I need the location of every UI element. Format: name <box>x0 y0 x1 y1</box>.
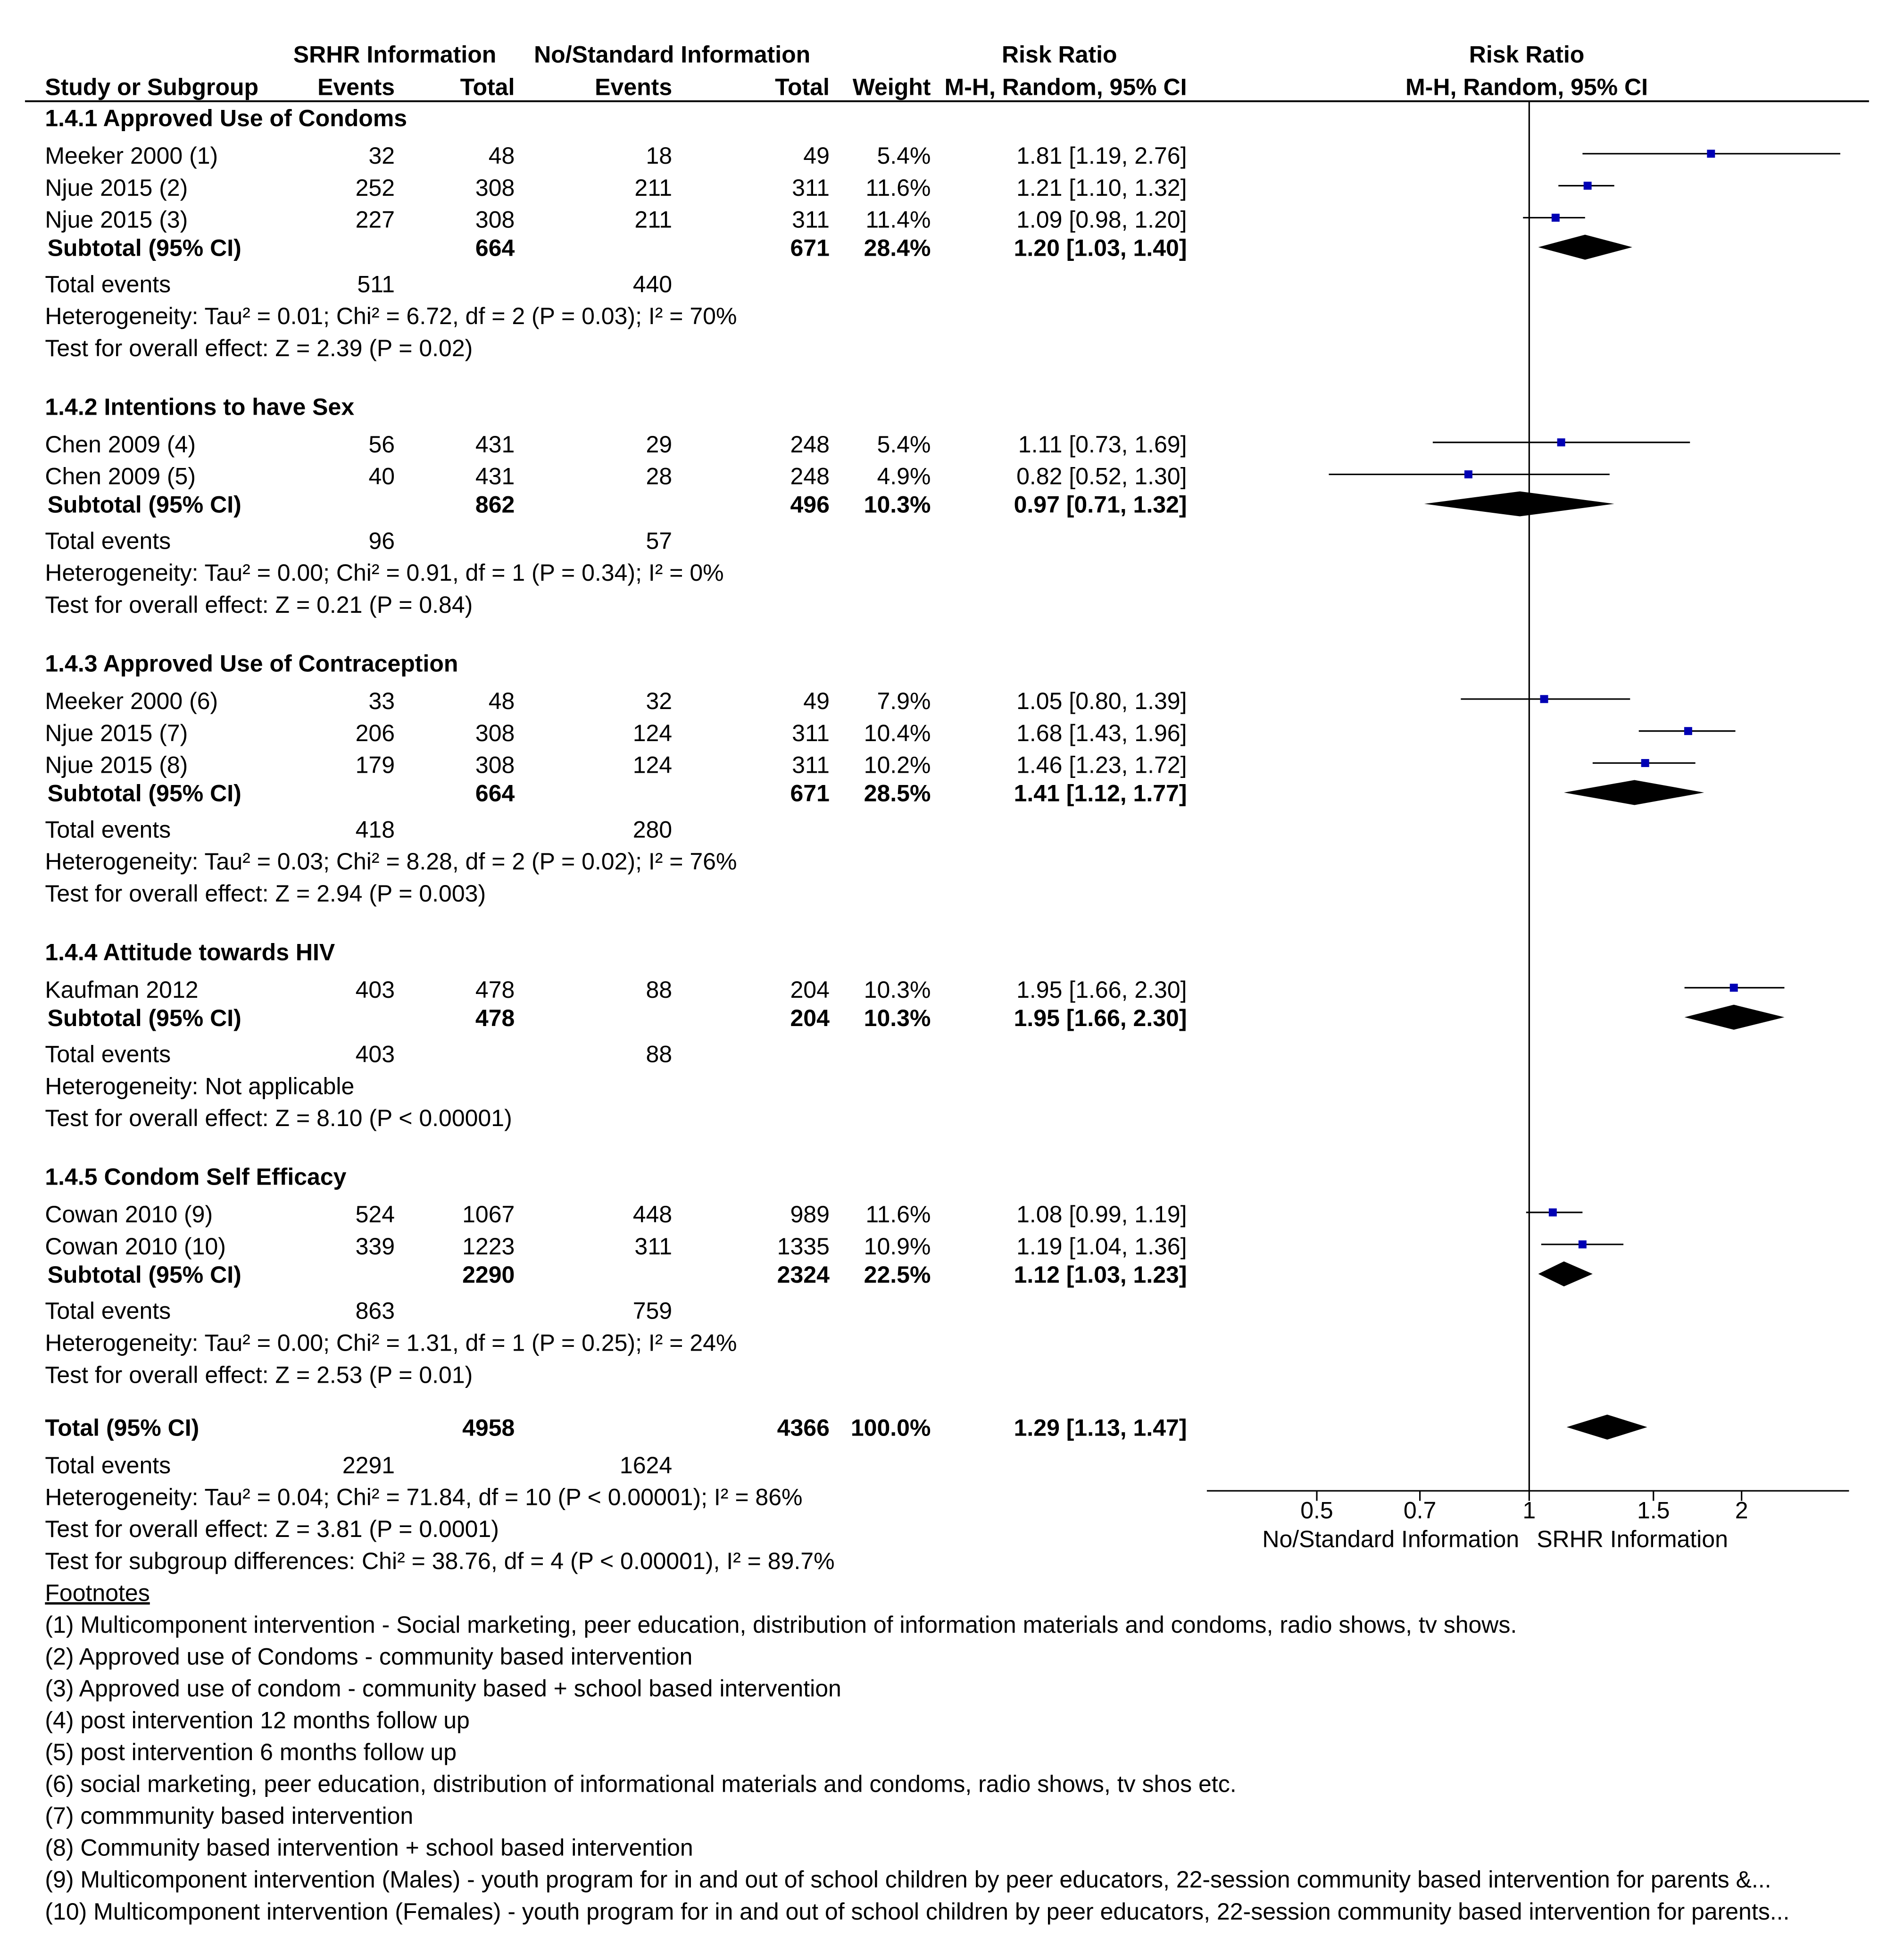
study-point-marker <box>1641 759 1649 767</box>
study-ctrl-events: 32 <box>646 688 673 715</box>
x-axis-tick-label: 0.7 <box>1403 1497 1437 1524</box>
study-name: Meeker 2000 (6) <box>45 688 218 715</box>
total-events-ctrl: 759 <box>632 1297 673 1324</box>
overall-total-events-label: Total events <box>45 1452 171 1479</box>
study-point-marker <box>1540 695 1548 703</box>
total-ci-text: 1.29 [1.13, 1.47] <box>1014 1414 1187 1441</box>
header-weight: Weight <box>852 74 931 100</box>
study-exp-total: 308 <box>475 752 515 778</box>
study-exp-total: 48 <box>488 688 515 715</box>
study-ctrl-total: 311 <box>792 206 830 233</box>
overall-effect: Test for overall effect: Z = 3.81 (P = 0.0001) <box>45 1516 499 1543</box>
subtotal-exp-total: 664 <box>475 234 515 261</box>
study-point-marker <box>1584 182 1592 190</box>
total-events-ctrl: 57 <box>646 527 673 554</box>
footnote: (10) Multicomponent intervention (Females) - youth program for in and out of school children by peer educators, 22-session community based intervention for parents... <box>45 1898 1790 1925</box>
subtotal-ci-text: 1.20 [1.03, 1.40] <box>1014 234 1187 261</box>
total-events-label: Total events <box>45 271 171 298</box>
heterogeneity-text: Heterogeneity: Tau² = 0.00; Chi² = 1.31, df = 1 (P = 0.25); I² = 24% <box>45 1329 737 1356</box>
overall-effect-text: Test for overall effect: Z = 8.10 (P < 0.00001) <box>45 1105 512 1132</box>
study-name: Njue 2015 (7) <box>45 719 188 746</box>
subtotal-ctrl-total: 2324 <box>777 1261 830 1288</box>
study-ci-text: 1.95 [1.66, 2.30] <box>1016 976 1187 1003</box>
footnotes-title: Footnotes <box>45 1579 150 1606</box>
study-name: Cowan 2010 (10) <box>45 1233 226 1260</box>
study-weight: 10.9% <box>864 1233 931 1260</box>
study-ctrl-total: 49 <box>803 142 830 169</box>
subtotal-exp-total: 664 <box>475 780 515 807</box>
study-point-marker <box>1464 470 1472 478</box>
study-ci-text: 1.11 [0.73, 1.69] <box>1018 431 1187 458</box>
study-exp-events: 206 <box>355 719 395 746</box>
subgroup-title: 1.4.1 Approved Use of Condoms <box>45 105 407 132</box>
subtotal-ctrl-total: 671 <box>790 780 830 807</box>
study-name: Chen 2009 (4) <box>45 431 196 458</box>
study-weight: 5.4% <box>877 142 931 169</box>
study-name: Njue 2015 (2) <box>45 174 188 201</box>
x-axis-tick-label: 2 <box>1735 1497 1748 1524</box>
total-events-label: Total events <box>45 1041 171 1068</box>
header-plot-title: Risk Ratio <box>1469 41 1585 68</box>
subtotal-ci-text: 1.95 [1.66, 2.30] <box>1014 1004 1187 1031</box>
study-ctrl-total: 204 <box>790 976 830 1003</box>
study-ci-text: 1.08 [0.99, 1.19] <box>1016 1201 1187 1228</box>
study-point-marker <box>1557 438 1565 446</box>
header-plot-method: M-H, Random, 95% CI <box>1405 74 1648 100</box>
total-label: Total (95% CI) <box>45 1414 200 1441</box>
total-events-exp: 96 <box>368 527 395 554</box>
study-weight: 10.3% <box>864 976 931 1003</box>
overall-heterogeneity: Heterogeneity: Tau² = 0.04; Chi² = 71.84, df = 10 (P < 0.00001); I² = 86% <box>45 1484 803 1511</box>
study-point-marker <box>1684 727 1692 735</box>
total-diamond <box>1567 1415 1647 1440</box>
x-axis-left-label: No/Standard Information <box>1262 1526 1520 1553</box>
heterogeneity-text: Heterogeneity: Tau² = 0.03; Chi² = 8.28, df = 2 (P = 0.02); I² = 76% <box>45 848 737 875</box>
header-exp-events: Events <box>317 74 395 100</box>
footnote: (2) Approved use of Condoms - community based intervention <box>45 1643 693 1670</box>
study-weight: 7.9% <box>877 688 931 715</box>
subtotal-ctrl-total: 204 <box>790 1004 830 1031</box>
footnote: (1) Multicomponent intervention - Social marketing, peer education, distribution of information materials and condoms, radio shows, tv shows. <box>45 1611 1517 1638</box>
footnote: (4) post intervention 12 months follow up <box>45 1707 470 1734</box>
total-events-exp: 511 <box>357 271 395 298</box>
study-exp-total: 308 <box>475 719 515 746</box>
study-name: Cowan 2010 (9) <box>45 1201 213 1228</box>
study-point-marker <box>1579 1240 1587 1248</box>
study-point-marker <box>1549 1209 1557 1217</box>
study-ctrl-total: 1335 <box>777 1233 830 1260</box>
study-ctrl-total: 311 <box>792 752 830 778</box>
study-exp-events: 227 <box>355 206 395 233</box>
subtotal-ci-text: 1.41 [1.12, 1.77] <box>1014 780 1187 807</box>
overall-effect-text: Test for overall effect: Z = 0.21 (P = 0.84) <box>45 592 473 618</box>
study-ctrl-events: 29 <box>646 431 673 458</box>
subtotal-ctrl-total: 496 <box>790 491 830 518</box>
study-exp-events: 403 <box>355 976 395 1003</box>
study-name: Njue 2015 (3) <box>45 206 188 233</box>
study-ctrl-events: 28 <box>646 463 673 490</box>
subtotal-weight: 10.3% <box>864 1004 931 1031</box>
study-weight: 10.4% <box>864 719 931 746</box>
header-ctrl-events: Events <box>595 74 673 100</box>
footnote: (5) post intervention 6 months follow up <box>45 1739 457 1766</box>
study-weight: 4.9% <box>877 463 931 490</box>
total-events-ctrl: 88 <box>646 1041 673 1068</box>
subtotal-ci-text: 0.97 [0.71, 1.32] <box>1014 491 1187 518</box>
x-axis-tick-label: 1.5 <box>1637 1497 1670 1524</box>
heterogeneity-text: Heterogeneity: Not applicable <box>45 1073 355 1100</box>
study-exp-total: 308 <box>475 206 515 233</box>
subtotal-label: Subtotal (95% CI) <box>47 491 241 518</box>
subtotal-exp-total: 2290 <box>462 1261 515 1288</box>
total-events-ctrl: 440 <box>632 271 673 298</box>
subtotal-label: Subtotal (95% CI) <box>47 780 241 807</box>
study-exp-events: 252 <box>355 174 395 201</box>
study-name: Chen 2009 (5) <box>45 463 196 490</box>
study-ctrl-events: 211 <box>634 206 673 233</box>
header-exp-total: Total <box>460 74 515 100</box>
subtotal-exp-total: 862 <box>475 491 515 518</box>
study-exp-events: 56 <box>368 431 395 458</box>
study-name: Njue 2015 (8) <box>45 752 188 778</box>
header-exp-group: SRHR Information <box>293 41 497 68</box>
subtotal-weight: 10.3% <box>864 491 931 518</box>
study-name: Kaufman 2012 <box>45 976 199 1003</box>
subtotal-diamond <box>1424 492 1614 517</box>
subtotal-weight: 28.5% <box>864 780 931 807</box>
x-axis-right-label: SRHR Information <box>1537 1526 1728 1553</box>
header-ctrl-total: Total <box>775 74 830 100</box>
study-ctrl-events: 124 <box>632 719 673 746</box>
subtotal-label: Subtotal (95% CI) <box>47 234 241 261</box>
overall-effect-text: Test for overall effect: Z = 2.53 (P = 0.01) <box>45 1361 473 1388</box>
subgroup-title: 1.4.3 Approved Use of Contraception <box>45 650 458 677</box>
study-name: Meeker 2000 (1) <box>45 142 218 169</box>
subtotal-diamond <box>1685 1005 1785 1030</box>
study-ci-text: 1.09 [0.98, 1.20] <box>1016 206 1187 233</box>
study-ctrl-total: 311 <box>792 719 830 746</box>
total-ctrl-total: 4366 <box>777 1414 830 1441</box>
subgroup-differences: Test for subgroup differences: Chi² = 38.76, df = 4 (P < 0.00001), I² = 89.7% <box>45 1547 835 1574</box>
study-exp-events: 33 <box>368 688 395 715</box>
overall-total-events-exp: 2291 <box>342 1452 395 1479</box>
study-point-marker <box>1707 150 1715 158</box>
study-ci-text: 1.46 [1.23, 1.72] <box>1016 752 1187 778</box>
study-exp-events: 339 <box>355 1233 395 1260</box>
study-ci-text: 1.05 [0.80, 1.39] <box>1016 688 1187 715</box>
header-method: M-H, Random, 95% CI <box>944 74 1187 100</box>
footnote: (9) Multicomponent intervention (Males) - youth program for in and out of school children by peer educators, 22-session community based intervention for parents &... <box>45 1866 1771 1893</box>
total-events-exp: 418 <box>355 816 395 843</box>
study-exp-events: 524 <box>355 1201 395 1228</box>
study-ci-text: 0.82 [0.52, 1.30] <box>1016 463 1187 490</box>
total-events-exp: 403 <box>355 1041 395 1068</box>
total-events-label: Total events <box>45 527 171 554</box>
study-ctrl-total: 248 <box>790 431 830 458</box>
study-weight: 11.6% <box>865 1201 931 1228</box>
study-ctrl-total: 989 <box>790 1201 830 1228</box>
total-events-label: Total events <box>45 816 171 843</box>
study-ctrl-events: 448 <box>632 1201 673 1228</box>
subtotal-label: Subtotal (95% CI) <box>47 1261 241 1288</box>
footnote: (7) commmunity based intervention <box>45 1803 414 1829</box>
study-weight: 11.6% <box>865 174 931 201</box>
study-exp-total: 431 <box>475 431 515 458</box>
header-study: Study or Subgroup <box>45 74 259 100</box>
study-exp-total: 1223 <box>462 1233 515 1260</box>
overall-effect-text: Test for overall effect: Z = 2.94 (P = 0.003) <box>45 880 486 907</box>
header-rr: Risk Ratio <box>1002 41 1117 68</box>
subtotal-label: Subtotal (95% CI) <box>47 1004 241 1031</box>
study-exp-total: 478 <box>475 976 515 1003</box>
overall-effect-text: Test for overall effect: Z = 2.39 (P = 0.02) <box>45 334 473 361</box>
study-ctrl-events: 124 <box>632 752 673 778</box>
study-ci-text: 1.21 [1.10, 1.32] <box>1016 174 1187 201</box>
study-exp-total: 308 <box>475 174 515 201</box>
study-exp-events: 32 <box>368 142 395 169</box>
header-ctrl-group: No/Standard Information <box>534 41 811 68</box>
study-exp-total: 1067 <box>462 1201 515 1228</box>
total-events-exp: 863 <box>355 1297 395 1324</box>
study-ci-text: 1.68 [1.43, 1.96] <box>1016 719 1187 746</box>
subgroup-title: 1.4.2 Intentions to have Sex <box>45 393 355 420</box>
x-axis-tick-label: 0.5 <box>1300 1497 1333 1524</box>
heterogeneity-text: Heterogeneity: Tau² = 0.01; Chi² = 6.72, df = 2 (P = 0.03); I² = 70% <box>45 303 737 330</box>
study-exp-events: 179 <box>355 752 395 778</box>
study-ci-text: 1.19 [1.04, 1.36] <box>1016 1233 1187 1260</box>
heterogeneity-text: Heterogeneity: Tau² = 0.00; Chi² = 0.91, df = 1 (P = 0.34); I² = 0% <box>45 559 724 586</box>
study-point-marker <box>1552 214 1560 222</box>
study-ctrl-total: 49 <box>803 688 830 715</box>
subtotal-diamond <box>1564 780 1704 805</box>
total-events-label: Total events <box>45 1297 171 1324</box>
total-weight: 100.0% <box>850 1414 931 1441</box>
subtotal-ci-text: 1.12 [1.03, 1.23] <box>1014 1261 1187 1288</box>
x-axis-tick-label: 1 <box>1522 1497 1536 1524</box>
study-ctrl-events: 88 <box>646 976 673 1003</box>
subgroup-title: 1.4.5 Condom Self Efficacy <box>45 1163 347 1190</box>
subtotal-weight: 22.5% <box>864 1261 931 1288</box>
subtotal-exp-total: 478 <box>475 1004 515 1031</box>
study-exp-total: 431 <box>475 463 515 490</box>
study-exp-events: 40 <box>368 463 395 490</box>
study-weight: 10.2% <box>864 752 931 778</box>
study-ctrl-events: 18 <box>646 142 673 169</box>
subtotal-diamond <box>1538 234 1632 259</box>
footnote: (3) Approved use of condom - community based + school based intervention <box>45 1675 841 1702</box>
study-ctrl-events: 311 <box>634 1233 673 1260</box>
study-point-marker <box>1730 984 1738 992</box>
total-exp-total: 4958 <box>462 1414 515 1441</box>
total-events-ctrl: 280 <box>632 816 673 843</box>
study-weight: 5.4% <box>877 431 931 458</box>
study-exp-total: 48 <box>488 142 515 169</box>
study-ctrl-total: 311 <box>792 174 830 201</box>
study-ci-text: 1.81 [1.19, 2.76] <box>1016 142 1187 169</box>
study-ctrl-events: 211 <box>634 174 673 201</box>
overall-total-events-ctrl: 1624 <box>619 1452 673 1479</box>
footnote: (8) Community based intervention + school based intervention <box>45 1834 693 1861</box>
subgroup-title: 1.4.4 Attitude towards HIV <box>45 939 335 966</box>
subtotal-weight: 28.4% <box>864 234 931 261</box>
footnote: (6) social marketing, peer education, distribution of informational materials and condoms, radio shows, tv shos etc. <box>45 1770 1237 1797</box>
subtotal-ctrl-total: 671 <box>790 234 830 261</box>
subtotal-diamond <box>1538 1261 1593 1286</box>
study-weight: 11.4% <box>865 206 931 233</box>
study-ctrl-total: 248 <box>790 463 830 490</box>
